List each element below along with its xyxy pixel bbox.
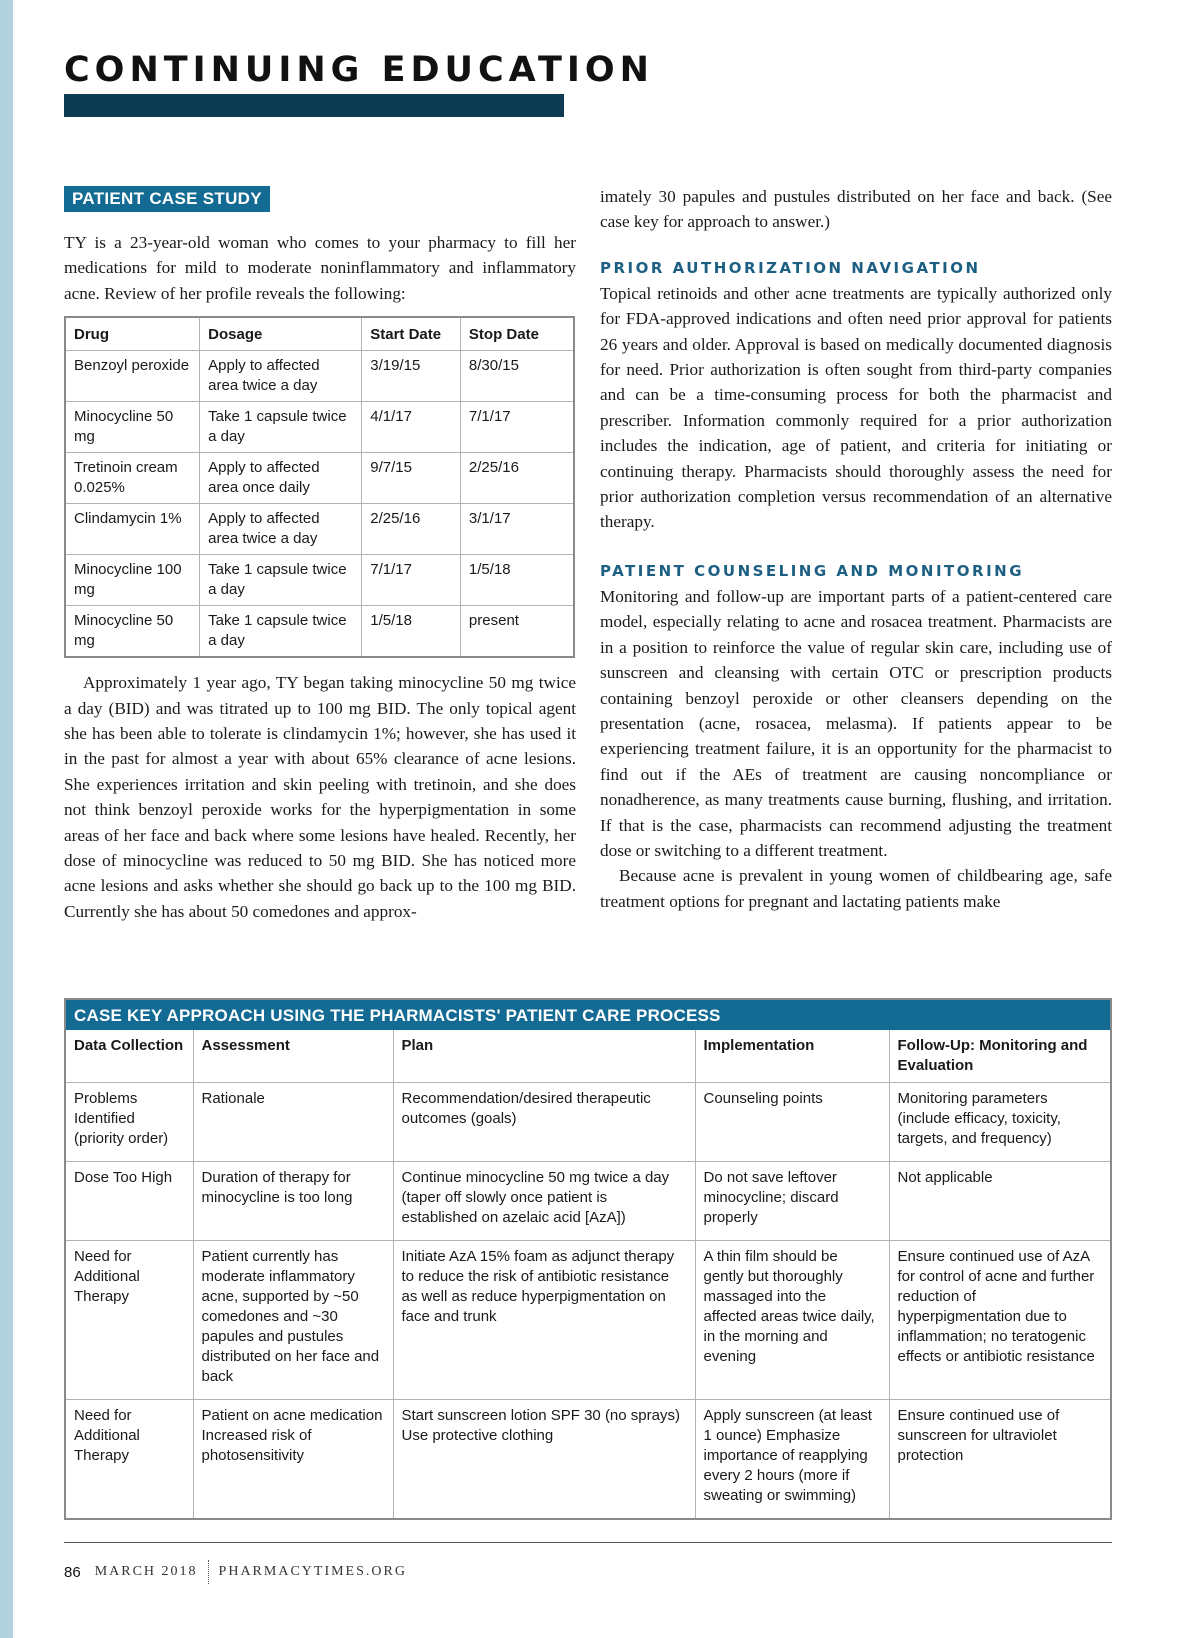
table-row	[65, 351, 574, 402]
header-data-collection: Data Collection	[66, 1030, 193, 1083]
plan-cell: Continue minocycline 50 mg twice a day (taper off slowly once patient is established on azelaic acid [AzA])	[393, 1162, 695, 1241]
follow-up-cell: Ensure continued use of AzA for control of acne and further reduction of hyperpigmentation due to inflammation; no teratogenic effects or antibiotic resistance	[889, 1241, 1110, 1400]
profile-header-dosage: Dosage	[200, 317, 362, 351]
drug-cell: Minocycline 100 mg	[65, 555, 200, 606]
medication-profile-table	[64, 316, 575, 658]
profile-header-drug: Drug	[65, 317, 200, 351]
page-number: 86	[64, 1563, 81, 1581]
dosage-cell: Apply to affected area once daily	[200, 453, 362, 504]
implementation-cell: Counseling points	[695, 1083, 889, 1162]
drug-cell: Benzoyl peroxide	[65, 351, 200, 402]
plan-cell: Initiate AzA 15% foam as adjunct therapy to reduce the risk of antibiotic resistance as well as reduce hyperpigmentation on face and trunk	[393, 1241, 695, 1400]
plan-cell: Start sunscreen lotion SPF 30 (no sprays) Use protective clothing	[393, 1400, 695, 1519]
page-footer	[64, 1560, 407, 1584]
case-paragraph: Approximately 1 year ago, TY began taking minocycline 50 mg twice a day (BID) and was titrated up to 100 mg BID. The only topical agent she has been able to tolerate is clindamycin 1%; however, she has used it in the past for almost a year with about 65% clearance of acne lesions. She experiences irritation and skin peeling with tretinoin, and she does not think benzoyl peroxide works for the hyperpigmentation in some areas of her face and back where some lesions have healed. Recently, her dose of minocycline was reduced to 50 mg BID. She has noticed more acne lesions and asks whether she should go back up to the 100 mg BID. Currently she has about 50 comedones and approx-	[64, 673, 576, 921]
drug-cell: Minocycline 50 mg	[65, 402, 200, 453]
data-collection-cell: Problems Identified (priority order)	[66, 1083, 193, 1162]
assessment-cell: Duration of therapy for minocycline is too long	[193, 1162, 393, 1241]
left-column	[64, 186, 576, 924]
counseling-body-continued: Because acne is prevalent in young women of childbearing age, safe treatment options for pregnant and lactating patients make	[600, 866, 1112, 911]
table-row	[65, 606, 574, 658]
dosage-cell: Take 1 capsule twice a day	[200, 555, 362, 606]
data-collection-cell: Dose Too High	[66, 1162, 193, 1241]
follow-up-cell: Ensure continued use of sunscreen for ultraviolet protection	[889, 1400, 1110, 1519]
drug-cell: Clindamycin 1%	[65, 504, 200, 555]
dosage-cell: Apply to affected area twice a day	[200, 351, 362, 402]
case-continuation: imately 30 papules and pustules distributed on her face and back. (See case key for approach to answer.)	[600, 187, 1112, 232]
implementation-cell: Apply sunscreen (at least 1 ounce) Emphasize importance of reapplying every 2 hours (more if sweating or swimming)	[695, 1400, 889, 1519]
stop-date-cell: 7/1/17	[460, 402, 574, 453]
start-date-cell: 4/1/17	[362, 402, 461, 453]
dosage-cell: Apply to affected area twice a day	[200, 504, 362, 555]
header-assessment: Assessment	[193, 1030, 393, 1083]
table-row	[66, 1400, 1110, 1519]
case-key-box	[64, 998, 1112, 1520]
assessment-cell: Patient currently has moderate inflammatory acne, supported by ~50 comedones and ~30 papules and pustules distributed on her face and back	[193, 1241, 393, 1400]
stop-date-cell: present	[460, 606, 574, 658]
stop-date-cell: 3/1/17	[460, 504, 574, 555]
data-collection-cell: Need for Additional Therapy	[66, 1241, 193, 1400]
implementation-cell: Do not save leftover minocycline; discard properly	[695, 1162, 889, 1241]
header-plan: Plan	[393, 1030, 695, 1083]
case-intro: TY is a 23-year-old woman who comes to your pharmacy to fill her medications for mild to moderate noninflammatory and inflammatory acne. Review of her profile reveals the following:	[64, 233, 576, 303]
issue-date: MARCH 2018	[94, 1564, 198, 1579]
case-key-title: CASE KEY APPROACH USING THE PHARMACISTS' PATIENT CARE PROCESS	[66, 1000, 1110, 1030]
counseling-heading: PATIENT COUNSELING AND MONITORING	[600, 561, 1025, 580]
patient-case-study-label: PATIENT CASE STUDY	[64, 186, 270, 212]
implementation-cell: A thin film should be gently but thoroughly massaged into the affected areas twice daily, in the morning and evening	[695, 1241, 889, 1400]
prior-authorization-body: Topical retinoids and other acne treatments are typically authorized only for FDA-approved indications and often need prior approval for patients 26 years and older. Approval is based on medically documented diagnosis for need. Prior authorization is often sought from third-party companies and can be a time-consuming process for both the pharmacist and prescriber. Information commonly required for a prior authorization includes the indication, age of patient, and criteria for initiating or continuing therapy. Pharmacists should thoroughly assess the need for prior authorization completion versus recommendation of an alternative therapy.	[600, 283, 1112, 532]
header-implementation: Implementation	[695, 1030, 889, 1083]
dosage-cell: Take 1 capsule twice a day	[200, 606, 362, 658]
footer-rule	[64, 1542, 1112, 1543]
start-date-cell: 7/1/17	[362, 555, 461, 606]
start-date-cell: 1/5/18	[362, 606, 461, 658]
follow-up-cell: Monitoring parameters (include efficacy, toxicity, targets, and frequency)	[889, 1083, 1110, 1162]
footer-separator	[208, 1560, 209, 1584]
right-column	[600, 184, 1112, 914]
assessment-cell: Patient on acne medication Increased risk of photosensitivity	[193, 1400, 393, 1519]
stop-date-cell: 1/5/18	[460, 555, 574, 606]
table-row	[65, 504, 574, 555]
plan-cell: Recommendation/desired therapeutic outcomes (goals)	[393, 1083, 695, 1162]
case-key-header-row	[66, 1030, 1110, 1083]
table-row	[66, 1083, 1110, 1162]
stop-date-cell: 8/30/15	[460, 351, 574, 402]
start-date-cell: 3/19/15	[362, 351, 461, 402]
table-row	[65, 402, 574, 453]
prior-authorization-heading: PRIOR AUTHORIZATION NAVIGATION	[600, 258, 981, 277]
counseling-body: Monitoring and follow-up are important parts of a patient-centered care model, especially relating to acne and rosacea treatment. Pharmacists are in a position to reinforce the value of regular skin care, including use of sunscreen and cleansing with certain OTC or prescription products containing benzoyl peroxide or other cleansers depending on the presentation (acne, rosacea, melasma). If patients appear to be experiencing treatment failure, it is an opportunity for the pharmacist to find out if the AEs of treatment are causing noncompliance or nonadherence, as many treatments cause burning, flushing, and irritation. If that is the case, pharmacists can recommend adjusting the treatment dose or switching to a different treatment.	[600, 586, 1112, 860]
dosage-cell: Take 1 capsule twice a day	[200, 402, 362, 453]
page-edge-strip	[0, 0, 13, 1638]
assessment-cell: Rationale	[193, 1083, 393, 1162]
section-title: CONTINUING EDUCATION	[64, 50, 654, 90]
start-date-cell: 2/25/16	[362, 504, 461, 555]
data-collection-cell: Need for Additional Therapy	[66, 1400, 193, 1519]
drug-cell: Tretinoin cream 0.025%	[65, 453, 200, 504]
start-date-cell: 9/7/15	[362, 453, 461, 504]
table-row	[66, 1241, 1110, 1400]
title-underline-bar	[64, 94, 564, 117]
website: PHARMACYTIMES.ORG	[218, 1564, 407, 1579]
table-row	[66, 1162, 1110, 1241]
case-key-table	[66, 1030, 1110, 1518]
follow-up-cell: Not applicable	[889, 1162, 1110, 1241]
table-row	[65, 555, 574, 606]
stop-date-cell: 2/25/16	[460, 453, 574, 504]
header-follow-up: Follow-Up: Monitoring and Evaluation	[889, 1030, 1110, 1083]
profile-header-start-date: Start Date	[362, 317, 461, 351]
profile-header-stop-date: Stop Date	[460, 317, 574, 351]
drug-cell: Minocycline 50 mg	[65, 606, 200, 658]
profile-header-row	[65, 317, 574, 351]
table-row	[65, 453, 574, 504]
